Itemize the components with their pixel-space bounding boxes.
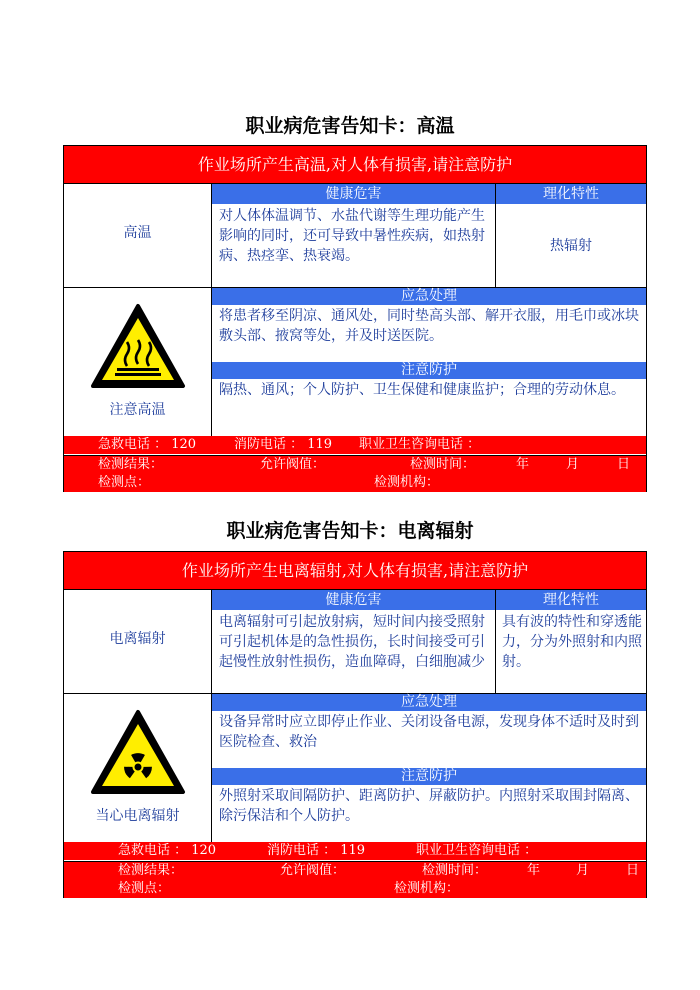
card1-health-header: 健康危害 (212, 184, 495, 204)
card2-year-label: 年 (527, 863, 541, 878)
card1-title: 职业病危害告知卡：高温 (245, 115, 455, 137)
card2-radiation (63, 551, 647, 898)
card1-inspection-rows (64, 455, 646, 492)
card1-emergency-header: 应急处理 (212, 288, 646, 305)
card1-caution-text: 隔热、通风；个人防护、卫生保健和健康监护；合理的劳动休息。 (219, 382, 625, 398)
card1-sign-cell (64, 288, 212, 436)
card1-day-label: 日 (617, 457, 631, 472)
card1-point-label: 检测点： (98, 475, 151, 490)
card1-props-header: 理化特性 (496, 184, 646, 204)
card2-caution-header: 注意防护 (212, 768, 646, 785)
card2-point-label: 检测点： (118, 881, 171, 896)
card1-limit-label: 允许阀值： (260, 457, 326, 472)
card2-time-label: 检测时间： (422, 863, 488, 878)
card2-props-header: 理化特性 (496, 590, 646, 610)
card2-banner: 作业场所产生电离辐射,对人体有损害,请注意防护 (64, 552, 646, 590)
card1-result-label: 检测结果： (98, 457, 164, 472)
card2-phone-consult: 职业卫生咨询电话 ： (416, 843, 538, 858)
card1-hazard-name: 高温 (123, 225, 152, 241)
card2-result-label: 检测结果： (118, 863, 184, 878)
card1-heat (63, 145, 647, 492)
card1-banner: 作业场所产生高温,对人体有损害,请注意防护 (64, 146, 646, 184)
card2-phone-fire: 消防电话 ： 119 (267, 843, 366, 858)
card2-emergency-text: 设备异常时应立即停止作业、关闭设备电源，发现身体不适时及时到医院检查、救治 (219, 714, 639, 750)
card1-phone-fire: 消防电话 ： 119 (234, 437, 333, 452)
card1-emergency-text: 将患者移至阴凉、通风处，同时垫高头部、解开衣服，用毛巾或冰块敷头部、掖窝等处，并及时送医院。 (219, 308, 639, 344)
card1-sign-label: 注意高温 (109, 402, 166, 418)
card2-props-text: 具有波的特性和穿透能力，分为外照射和内照射。 (502, 614, 642, 670)
card2-health-text: 电离辐射可引起放射病，短时间内接受照射可引起机体是的急性损伤，长时间接受可引起慢性放射性损伤，造血障碍，白细胞减少 (219, 614, 485, 670)
card2-health-header: 健康危害 (212, 590, 495, 610)
card1-caution-header: 注意防护 (212, 362, 646, 379)
hot-surface-warning-icon (89, 302, 187, 390)
card2-sign-cell (64, 694, 212, 842)
card2-hazard-name: 电离辐射 (109, 631, 166, 647)
card1-phone-consult: 职业卫生咨询电话 ： (359, 437, 481, 452)
card2-day-label: 日 (626, 863, 640, 878)
card1-org-label: 检测机构： (374, 475, 440, 490)
card1-phone-emergency: 急救电话 ： 120 (98, 437, 197, 452)
card2-emergency-header: 应急处理 (212, 694, 646, 711)
radiation-warning-icon (89, 708, 187, 796)
card2-caution-text: 外照射采取间隔防护、距离防护、屏蔽防护。内照射采取围封隔离、除污保洁和个人防护。 (219, 788, 639, 824)
card1-year-label: 年 (516, 457, 530, 472)
card1-time-label: 检测时间： (410, 457, 476, 472)
card2-month-label: 月 (576, 863, 590, 878)
card2-org-label: 检测机构： (394, 881, 460, 896)
card1-health-text: 对人体体温调节、水盐代谢等生理功能产生影响的同时，还可导致中暑性疾病，如热射病、热痉挛、热衰竭。 (219, 208, 485, 264)
card2-phone-row (64, 842, 646, 860)
card2-phone-emergency: 急救电话 ： 120 (118, 843, 217, 858)
card1-month-label: 月 (566, 457, 580, 472)
card2-inspection-rows (64, 861, 646, 898)
card2-sign-label: 当心电离辐射 (95, 808, 180, 824)
card2-title: 职业病危害告知卡：电离辐射 (226, 520, 474, 542)
card2-name-cell (64, 590, 212, 693)
card1-props-text: 热辐射 (550, 238, 592, 254)
card1-name-cell (64, 184, 212, 287)
card2-limit-label: 允许阀值： (280, 863, 346, 878)
card1-phone-row (64, 436, 646, 454)
card2-divider (495, 590, 496, 693)
